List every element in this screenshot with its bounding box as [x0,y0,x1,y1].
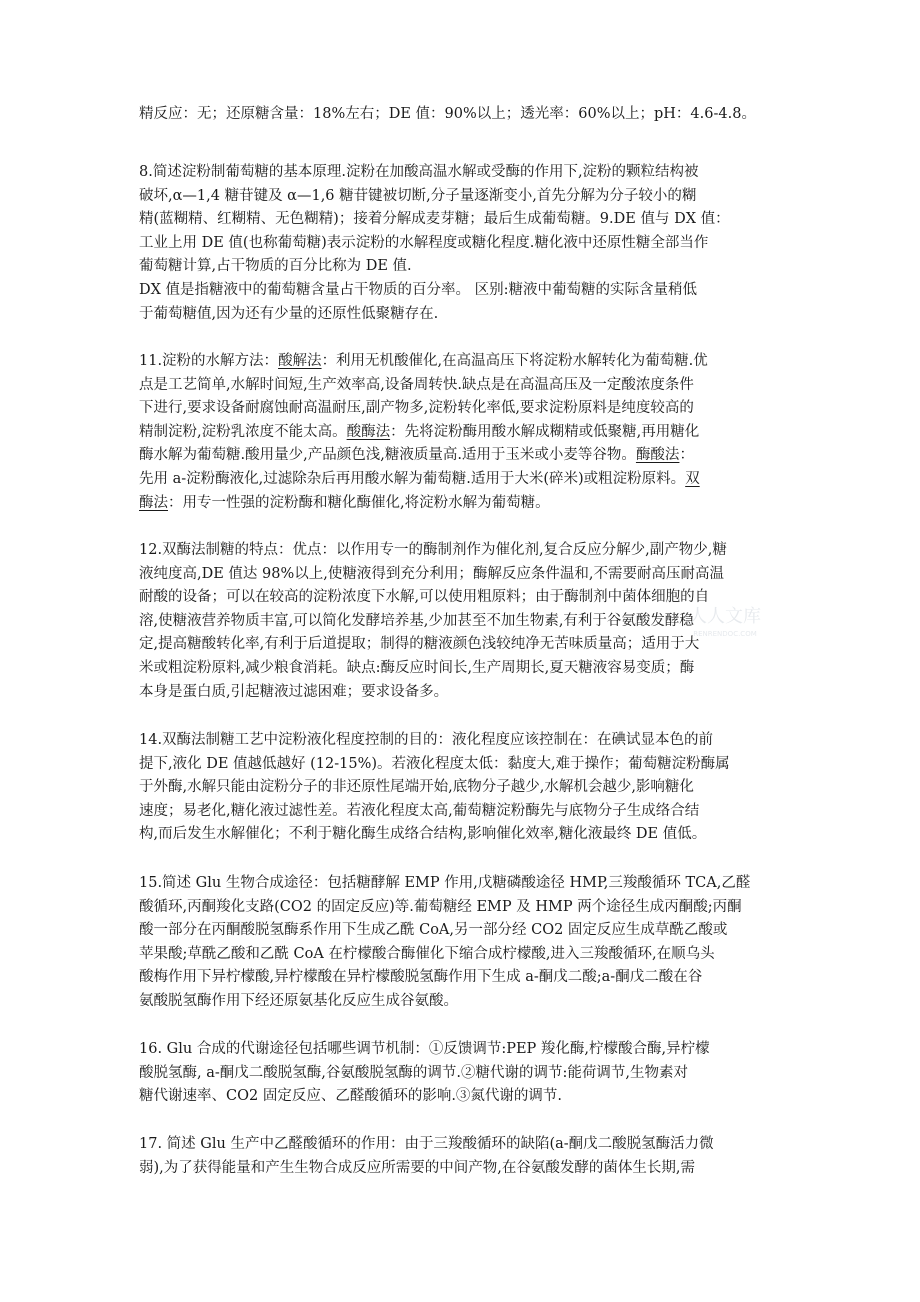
text-segment: ：利用无机酸催化,在高温高压下将淀粉水解转化为葡萄糖.优 [321,353,708,369]
text-line: 米或粗淀粉原料,减少粮食消耗。缺点:酶反应时间长,生产周期长,夏天糖液容易变质；酶 [139,659,695,676]
text-line: 工业上用 DE 值(也称葡萄糖)表示淀粉的水解程度或糖化程度.糖化液中还原性糖全部当作 [139,234,709,251]
watermark-url: RENRENDOC.COM [693,630,757,638]
term-double-enzyme-part1: 双 [685,470,700,487]
text-line: 葡萄糖计算,占干物质的百分比称为 DE 值. [139,258,412,275]
text-line [139,444,787,468]
paragraph-8-starch-glucose-principle [139,161,787,326]
text-line: 弱),为了获得能量和产生生物合成反应所需要的中间产物,在谷氨酸发酵的菌体生长期,需 [139,1159,695,1176]
text-line: 氨酸脱氢酶作用下经还原氨基化反应生成谷氨酸。 [139,992,458,1009]
text-line: 15.简述 Glu 生物合成途径：包括糖酵解 EMP 作用,戊糖磷酸途径 HMP,三羧酸循环 TCA,乙醛 [139,875,751,891]
term-acid-enzyme: 酸酶法 [346,423,391,440]
text-line: 点是工艺简单,水解时间短,生产效率高,设备周转快.缺点是在高温高压及一定酸浓度条件 [139,376,694,393]
text-line: 耐酸的设备；可以在较高的淀粉浓度下水解,可以使用粗原料；由于酶制剂中菌体细胞的自 [139,589,710,606]
paragraph-11-hydrolysis-methods [139,350,787,515]
text-segment: 酶水解为葡萄糖.酸用量少,产品颜色浅,糖液质量高.适用于玉米或小麦等谷物。 [139,447,636,464]
term-enzyme-acid: 酶酸法 [635,447,680,464]
text-line: 于葡萄糖值,因为还有少量的还原性低聚糖存在. [139,305,439,322]
text-line: 苹果酸;草酰乙酸和乙酰 CoA 在柠檬酸合酶催化下缩合成柠檬酸,进入三羧酸循环,在顺乌头 [139,945,715,962]
text-line: 提下,液化 DE 值越低越好 (12-15%)。若液化程度太低：黏度大,难于操作；葡萄糖淀粉酶属 [139,755,730,772]
text-line [139,492,787,516]
term-double-enzyme-part2: 酶法 [139,494,168,511]
text-segment: ：先将淀粉酶用酸水解成糊精或低聚糖,再用糖化 [390,423,700,440]
text-line: 糖代谢速率、CO2 固定反应、乙醛酸循环的影响.③氮代谢的调节. [139,1088,563,1105]
text-line [139,421,787,445]
text-line: 构,而后发生水解催化；不利于糖化酶生成络合结构,影响催化效率,糖化液最终 DE 值低。 [139,826,707,843]
text-line: 定,提高糖酸转化率,有利于后道提取；制得的糖液颜色浅较纯净无苦味质量高；适用于大 [139,636,700,653]
text-line [139,350,787,374]
term-acid-hydrolysis: 酸解法 [278,353,322,369]
text-segment: 先用 a-淀粉酶液化,过滤除杂后再用酸水解为葡萄糖.适用于大米(碎米)或粗淀粉原料。 [139,470,686,487]
text-line: 16. Glu 合成的代谢途径包括哪些调节机制：①反馈调节:PEP 羧化酶,柠檬酸合酶,异柠檬 [139,1041,710,1057]
watermark-title: 人人文库 [689,606,761,627]
text-line: 液纯度高,DE 值达 98%以上,使糖液得到充分利用；酶解反应条件温和,不需要耐高压耐高温 [139,565,724,582]
text-segment: ： [679,447,694,464]
text-line: 溶,使糖液营养物质丰富,可以简化发酵培养基,少加甚至不加生物素,有利于谷氨酸发酵稳 [139,612,694,629]
text-segment: ：用专一性强的淀粉酶和糖化酶催化,将淀粉水解为葡萄糖。 [168,494,550,511]
text-line: 下进行,要求设备耐腐蚀耐高温耐压,副产物多,淀粉转化率低,要求淀粉原料是纯度较高的 [139,400,694,417]
text-segment: 精制淀粉,淀粉乳浓度不能太高。 [139,423,347,440]
text-line: 17. 简述 Glu 生产中乙醛酸循环的作用：由于三羧酸循环的缺陷(a-酮戊二酸脱氢酶活力微 [139,1136,714,1152]
text-line: 酸一部分在丙酮酸脱氢酶系作用下生成乙酰 CoA,另一部分经 CO2 固定反应生成草酰乙酸或 [139,922,728,939]
paragraph-14-liquefaction-control [139,729,787,847]
text-line: 速度；易老化,糖化液过滤性差。若液化程度太高,葡萄糖淀粉酶先与底物分子生成络合结 [139,802,700,819]
text-line: 本身是蛋白质,引起糖液过滤困难；要求设备多。 [139,683,449,700]
paragraph-17-glyoxylate-cycle [139,1133,787,1180]
text-line: 14.双酶法制糖工艺中淀粉液化程度控制的目的：液化程度应该控制在：在碘试显本色的前 [139,732,714,748]
text-line: 精反应：无；还原糖含量：18%左右；DE 值：90%以上；透光率：60%以上；pH：4.6-4.8。 [139,106,756,122]
text-line: 酸循环,丙酮羧化支路(CO2 的固定反应)等.葡萄糖经 EMP 及 HMP 两个途径生成丙酮酸;丙酮 [139,898,742,915]
text-line: 12.双酶法制糖的特点：优点：以作用专一的酶制剂作为催化剂,复合反应分解少,副产物少,糖 [139,542,727,558]
text-line: 酸梅作用下异柠檬酸,异柠檬酸在异柠檬酸脱氢酶作用下生成 a-酮戊二酸;a-酮戊二酸在谷 [139,969,703,986]
paragraph-15-glu-biosynthesis [139,872,787,1014]
text-segment: 11.淀粉的水解方法： [139,353,279,369]
text-line: 8.简述淀粉制葡萄糖的基本原理.淀粉在加酸高温水解或受酶的作用下,淀粉的颗粒结构被 [139,164,699,180]
watermark-logo [680,598,770,646]
text-line: 于外酶,水解只能由淀粉分子的非还原性尾端开始,底物分子越少,水解机会越少,影响糖化 [139,779,694,796]
text-line: 破坏,α—1,4 糖苷键及 α—1,6 糖苷键被切断,分子量逐渐变小,首先分解为分子较小的糊 [139,187,697,204]
text-line [139,468,787,492]
text-line: DX 值是指糖液中的葡萄糖含量占干物质的百分率。 区别:糖液中葡萄糖的实际含量稍低 [139,281,698,298]
text-line: 酸脱氢酶, a-酮戊二酸脱氢酶,谷氨酸脱氢酶的调节.②糖代谢的调节:能荷调节,生物素对 [139,1064,688,1081]
text-line: 精(蓝糊精、红糊精、无色糊精)；接着分解成麦芽糖；最后生成葡萄糖。9.DE 值与 DX 值： [139,211,730,228]
paragraph-16-regulation [139,1038,787,1109]
paragraph-intro-result [139,103,787,127]
